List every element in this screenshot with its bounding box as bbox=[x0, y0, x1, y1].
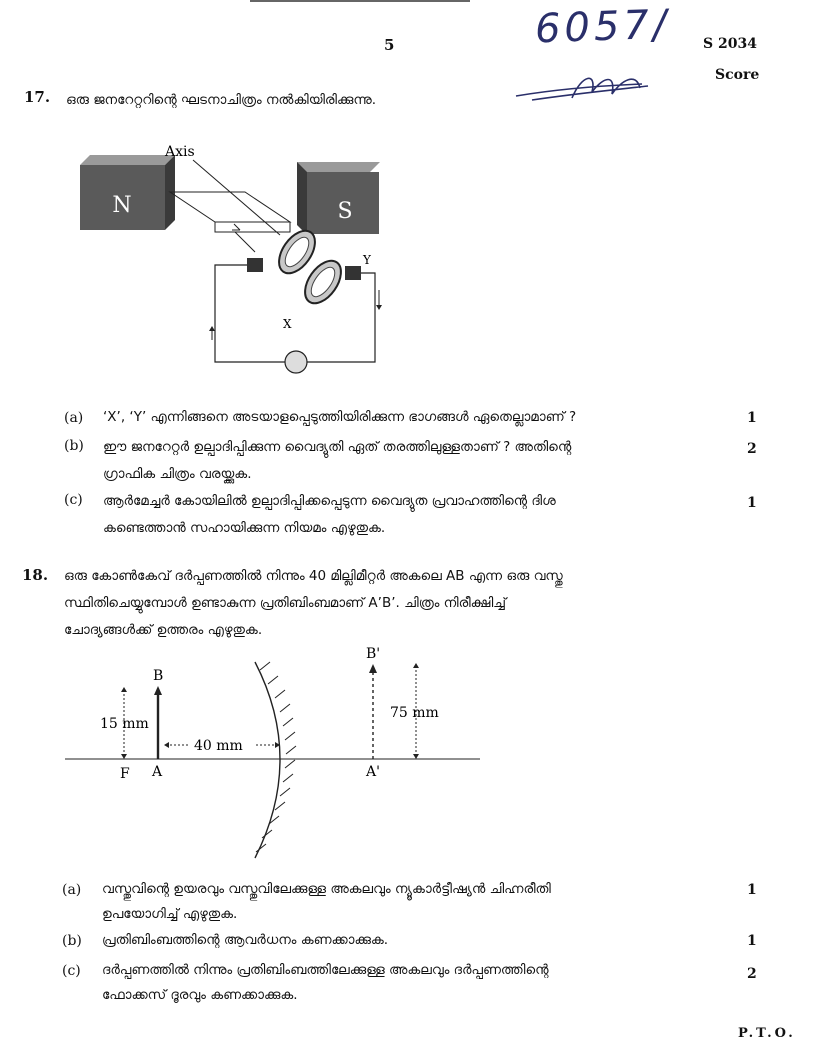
q17-part-b-marks: 2 bbox=[747, 441, 757, 457]
paper-code: S 2034 bbox=[703, 36, 757, 52]
image-height-label: 75 mm bbox=[390, 705, 439, 721]
q18-part-c-line1: ദർപ്പണത്തിൽ നിന്നും പ്രതിബിംബത്തിലേക്കുള്ള അകലവും ദർപ്പണത്തിന്റെ bbox=[102, 962, 549, 978]
page-number: 5 bbox=[384, 36, 395, 54]
q18-number: 18. bbox=[22, 566, 49, 584]
top-rule bbox=[250, 0, 470, 2]
q17-part-a-marks: 1 bbox=[747, 410, 757, 426]
q18-part-c-label: (c) bbox=[62, 963, 81, 979]
object-distance-label: 40 mm bbox=[194, 738, 243, 754]
label-b-prime: B' bbox=[366, 646, 381, 662]
signature-scribble bbox=[512, 64, 652, 110]
q17-part-b-label: (b) bbox=[64, 438, 84, 454]
label-x: X bbox=[283, 317, 292, 331]
q17-number: 17. bbox=[24, 88, 51, 106]
q17-part-b-line1: ഈ ജനറേറ്റർ ഉല്പാദിപ്പിക്കുന്ന വൈദ്യുതി ഏത് തരത്തിലുള്ളതാണ് ? അതിന്റെ bbox=[103, 439, 572, 455]
q17-part-c-line1: ആർമേച്ചർ കോയിലിൽ ഉല്പാദിപ്പിക്കപ്പെടുന്ന വൈദ്യുത പ്രവാഹത്തിന്റെ ദിശ bbox=[103, 493, 556, 509]
q17-part-c-label: (c) bbox=[64, 492, 83, 508]
magnet-s bbox=[297, 162, 380, 235]
q18-part-a-line2: ഉപയോഗിച്ച് എഴുതുക. bbox=[102, 906, 238, 922]
object-height-label: 15 mm bbox=[100, 716, 149, 732]
q17-part-a-text: ‘X’, ‘Y’ എന്നിങ്ങനെ അടയാളപ്പെടുത്തിയിരിക്കുന്ന ഭാഗങ്ങൾ ഏതെല്ലാമാണ് ? bbox=[103, 409, 577, 425]
q18-part-a-line1: വസ്തുവിന്റെ ഉയരവും വസ്തുവിലേക്കുള്ള അകലവും ന്യൂകാർട്ടീഷ്യൻ ചിഹ്നരീതി bbox=[102, 881, 551, 897]
q17-part-c-line2: കണ്ടെത്താൻ സഹായിക്കുന്ന നിയമം എഴുതുക. bbox=[103, 520, 386, 536]
q18-line1: ഒരു കോൺകേവ് ദർപ്പണത്തിൽ നിന്നും 40 മില്ലിമീറ്റർ അകലെ AB എന്ന ഒരു വസ്തു bbox=[64, 568, 563, 584]
label-a-prime: A' bbox=[366, 764, 380, 780]
q17-part-b-line2: ഗ്രാഫിക ചിത്രം വരയ്ക്കുക. bbox=[103, 466, 252, 482]
svg-text:N: N bbox=[112, 193, 132, 218]
label-y: Y bbox=[363, 253, 371, 267]
q18-part-c-marks: 2 bbox=[747, 966, 757, 982]
magnet-n bbox=[80, 155, 175, 230]
generator-diagram bbox=[75, 140, 415, 380]
q18-part-b-label: (b) bbox=[62, 933, 82, 949]
q18-part-b-line1: പ്രതിബിംബത്തിന്റെ ആവർധനം കണക്കാക്കുക. bbox=[102, 932, 389, 948]
axis-label: Axis bbox=[165, 144, 195, 160]
label-a: A bbox=[152, 764, 163, 780]
label-f: F bbox=[120, 766, 130, 782]
q18-part-a-marks: 1 bbox=[747, 882, 757, 898]
q18-line2: സ്ഥിതിചെയ്യുമ്പോൾ ഉണ്ടാകുന്ന പ്രതിബിംബമാണ് A’B’. ചിത്രം നിരീക്ഷിച്ച് bbox=[64, 595, 507, 611]
mirror-diagram bbox=[60, 640, 500, 870]
handwritten-code: 6057/ bbox=[534, 1, 672, 53]
q18-part-c-line2: ഫോക്കസ് ദൂരവും കണക്കാക്കുക. bbox=[102, 987, 298, 1003]
q18-line3: ചോദ്യങ്ങൾക്ക് ഉത്തരം എഴുതുക. bbox=[64, 622, 263, 638]
q18-part-a-label: (a) bbox=[62, 882, 82, 898]
q18-part-b-marks: 1 bbox=[747, 933, 757, 949]
page-footer: P.T.O. bbox=[738, 1026, 796, 1041]
label-b: B bbox=[153, 668, 164, 684]
q17-part-a-label: (a) bbox=[64, 410, 84, 426]
svg-text:S: S bbox=[337, 199, 353, 224]
q17-part-c-marks: 1 bbox=[747, 495, 757, 511]
q17-text: ഒരു ജനറേറ്ററിന്റെ ഘടനാചിത്രം നൽകിയിരിക്കുന്നു. bbox=[66, 92, 377, 108]
score-label: Score bbox=[715, 67, 760, 83]
